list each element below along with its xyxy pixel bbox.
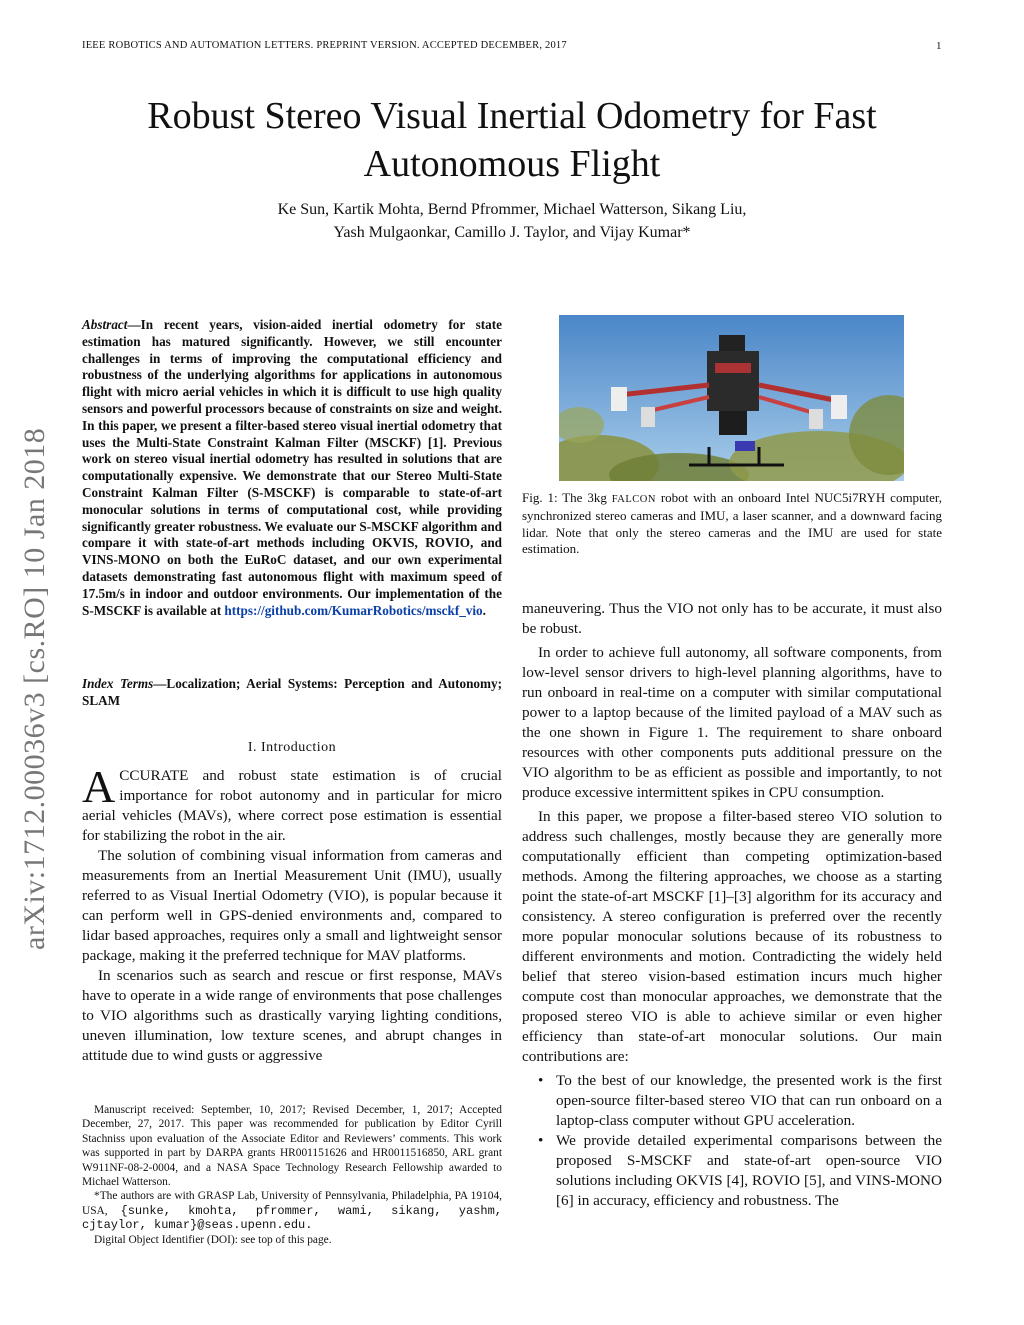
footnote-affiliation: [82, 1189, 502, 1232]
arxiv-stamp: [14, 360, 54, 950]
right-column-text: [522, 599, 942, 1211]
intro-p1-text: CCURATE and robust state estimation is of crucial importance for robot autonomy and in particular for micro aerial vehicles (MAVs), where correct pose estimation is essential for stabilizing the robot in the air.: [82, 767, 502, 844]
abstract-text: —In recent years, vision-aided inertial odometry for state estimation has matured significantly. However, we still encounter challenges in terms of improving the computational efficiency and robustness of the underlying algorithms for applications in autonomous flight with micro aerial vehicles in which it is difficult to use high quality sensors and powerful processors because of constraints on size and weight. In this paper, we present a filter-based stereo visual inertial odometry that uses the Multi-State Constraint Kalman Filter (MSCKF) [1]. Previous work on stereo visual inertial odometry has resulted in solutions that are computationally expensive. We demonstrate that our Stereo Multi-State Constraint Kalman Filter (S-MSCKF) is comparable to state-of-art monocular solutions in terms of computational cost, while providing significantly greater robustness. We evaluate our S-MSCKF algorithm and compare it with state-of-art methods including OKVIS, ROVIO, and VINS-MONO on both the EuRoC dataset, and our own experimental datasets demonstrating fast autonomous flight with maximum speed of 17.5m/s in indoor and outdoor environments. Our implementation of the S-MSCKF is available at: [82, 317, 502, 618]
index-terms-text: —Localization; Aerial Systems: Perception and Autonomy; SLAM: [82, 676, 502, 708]
footnotes: [82, 1103, 502, 1247]
title-line-1: Robust Stereo Visual Inertial Odometry for Fast: [147, 95, 877, 137]
intro-paragraph: [82, 761, 502, 846]
index-terms-label: Index Terms: [82, 676, 154, 691]
title-line-2: Autonomous Flight: [363, 143, 661, 185]
figure-caption: [522, 490, 942, 558]
list-item: [522, 1071, 942, 1131]
author-list: [0, 198, 1024, 244]
body-paragraph: maneuvering. Thus the VIO not only has to be accurate, it must also be robust.: [522, 600, 942, 637]
abstract: [82, 317, 502, 619]
affiliation-text: *The authors are with GRASP Lab, University of Pennsylvania, Philadelphia, PA 19104, USA,: [82, 1190, 502, 1217]
caption-robot-name: FALCON: [611, 494, 656, 505]
list-item: [522, 1131, 942, 1211]
running-header: IEEE ROBOTICS AND AUTOMATION LETTERS. PREPRINT VERSION. ACCEPTED DECEMBER, 2017: [82, 40, 567, 51]
arxiv-id: arXiv:1712.00036v3 [cs.RO] 10 Jan 2018: [18, 427, 51, 950]
body-paragraph: In order to achieve full autonomy, all software components, from low-level sensor drivers to high-level planning algorithms, have to run onboard in real-time on a computer with similar computational power to a laptop because of the limited payload of a MAV such as the one shown in Figure 1. The requirement to share onboard resources with other components puts additional pressure on the VIO algorithm to be as efficient as possible and importantly, to not produce excessive intermittent spikes in CPU consumption.: [522, 644, 942, 801]
drone-image: [559, 315, 904, 481]
intro-paragraph: The solution of combining visual information from cameras and measurements from an Inertial Measurement Unit (IMU), usually referred to as Visual Inertial Odometry (VIO), is popular because it can perform well in GPS-denied environments and, compared to lidar based approaches, requires only a small and lightweight sensor package, making it the preferred technique for MAV platforms.: [82, 847, 502, 964]
robot-photo: [559, 315, 904, 481]
caption-rest: robot with an onboard Intel NUC5i7RYH computer, synchronized stereo cameras and IMU, a laser scanner, and a downward facing lidar. Note that only the stereo cameras and the IMU are used for state estimation.: [522, 490, 942, 557]
bullet-icon: •: [538, 1072, 544, 1089]
footnote-manuscript: Manuscript received: September, 10, 2017; Revised December, 1, 2017; Accepted December, 27, 2017. This paper was recommended for publication by Editor Cyrill Stachniss upon evaluation of the Associate Editor and Reviewers’ comments. This work was supported in part by DARPA grants HR001151626 and HR0011516850, ARL grant W911NF-08-2-0004, and a NASA Space Technology Research Fellowship awarded to Michael Watterson.: [82, 1104, 502, 1189]
code-link[interactable]: https://github.com/KumarRobotics/msckf_vio: [224, 602, 483, 618]
page-number: 1: [936, 40, 942, 52]
introduction: [82, 761, 502, 1066]
author-emails: {sunke, kmohta, pfrommer, wami, sikang, yashm, cjtaylor, kumar}@seas.upenn.edu.: [82, 1203, 502, 1233]
authors-line-1: Ke Sun, Kartik Mohta, Bernd Pfrommer, Michael Watterson, Sikang Liu,: [277, 201, 747, 218]
contributions-list: [522, 1071, 942, 1211]
list-item-text: We provide detailed experimental comparisons between the proposed S-MSCKF and state-of-art open-source VIO solutions including OKVIS [4], ROVIO [5], and VINS-MONO [6] in accuracy, efficiency and robustness. The: [556, 1132, 942, 1209]
bullet-icon: •: [538, 1132, 544, 1149]
intro-paragraph: In scenarios such as search and rescue or first response, MAVs have to operate in a wide range of environments that pose challenges to VIO algorithms such as drastically varying lighting conditions, uneven illumination, low texture scenes, and abrupt changes in attitude due to wind gusts or aggressive: [82, 967, 502, 1064]
index-terms: [82, 676, 502, 710]
section-heading: I. Introduction: [247, 740, 337, 755]
authors-line-2: Yash Mulgaonkar, Camillo J. Taylor, and Vijay Kumar*: [333, 224, 691, 241]
list-item-text: To the best of our knowledge, the presented work is the first open-source filter-based stereo VIO that can run onboard on a laptop-class computer without GPU acceleration.: [556, 1072, 942, 1129]
abstract-end: .: [482, 602, 486, 618]
body-paragraph: In this paper, we propose a filter-based stereo VIO solution to address such challenges, mostly because they are generally more computationally efficient than competing optimization-based methods. Among the filtering approaches, we choose as a starting point the state-of-art MSCKF [1]–[3] algorithm for its accuracy and consistency. A stereo configuration is preferred over the recently more popular monocular solutions because of its robustness to different environments and motion. Contradicting the widely held belief that stereo vision-based estimation incurs much higher compute cost than monocular approaches, we demonstrate that the proposed stereo VIO is able to achieve similar or even higher efficiency than state-of-art monocular solutions. Our main contributions are:: [522, 808, 942, 1065]
drop-cap: A: [82, 761, 116, 812]
abstract-label: Abstract: [82, 317, 128, 332]
paper-title: [0, 92, 1024, 188]
caption-prefix: Fig. 1: The 3kg: [522, 490, 612, 505]
footnote-doi: Digital Object Identifier (DOI): see top of this page.: [94, 1233, 332, 1246]
